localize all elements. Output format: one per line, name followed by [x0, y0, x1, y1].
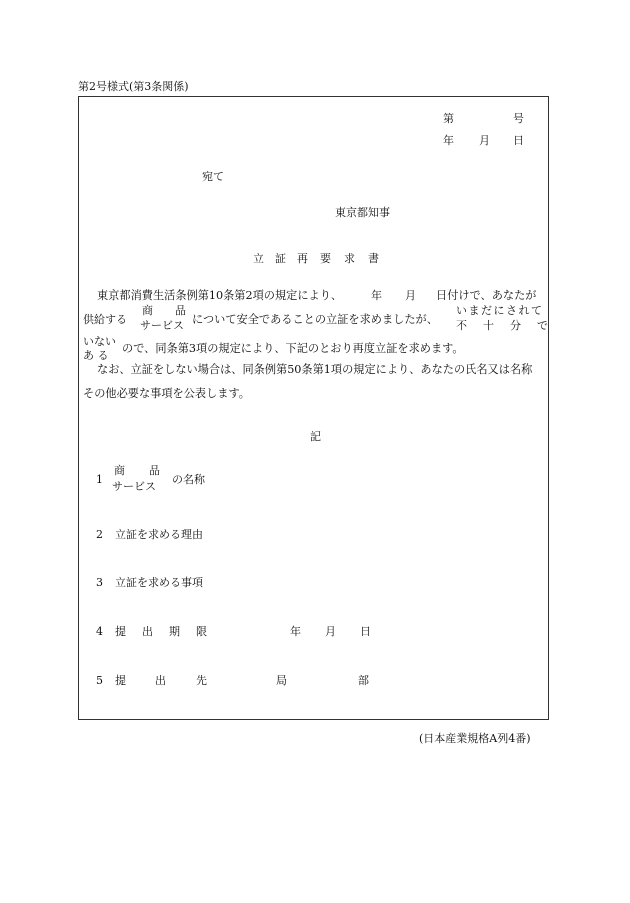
date-month: 月 [479, 134, 490, 147]
title-char: 書 [368, 252, 379, 265]
title-char: 立 [253, 252, 264, 265]
addressee-suffix: 宛て [202, 170, 224, 183]
shohin-top-char: 品 [175, 304, 186, 317]
item3-number: 3 [96, 576, 103, 589]
body-line3: ので、同条第3項の規定により、下記のとおり再度立証を求めます。 [122, 342, 464, 355]
item4-month: 月 [325, 625, 336, 638]
form-label: 第2号様式(第3条関係) [78, 80, 189, 93]
title-char: 証 [275, 252, 286, 265]
item4-label-char: 出 [142, 625, 153, 638]
item4-label-char: 期 [169, 625, 180, 638]
paper-size-note: (日本産業規格A列4番) [419, 732, 531, 745]
body-line1-b: 日付けで、あなたが [436, 289, 537, 302]
body-line5: その他必要な事項を公表します。 [83, 387, 250, 400]
item3-label: 立証を求める事項 [115, 576, 203, 589]
title-char: 再 [297, 252, 308, 265]
ki-heading: 記 [310, 430, 321, 443]
body-line2-b: について安全であることの立証を求めましたが、 [192, 313, 438, 326]
item5-number: 5 [96, 674, 103, 687]
item1-suffix: の名称 [172, 473, 205, 486]
item1-bottom: サービス [112, 480, 156, 493]
body-line1-a: 東京都消費生活条例第10条第2項の規定により、 [97, 289, 343, 302]
item4-year: 年 [290, 625, 301, 638]
alt2-bottom: あ る [83, 349, 109, 362]
item4-label-char: 限 [196, 625, 207, 638]
alt2-top: いない [83, 335, 116, 348]
number-dai: 第 [443, 112, 454, 125]
item4-day: 日 [360, 625, 371, 638]
item4-label-char: 提 [115, 625, 126, 638]
date-day: 日 [513, 134, 524, 147]
alt-bottom-char: で [537, 319, 548, 332]
item1-number: 1 [96, 473, 103, 486]
item5-kyoku: 局 [276, 674, 287, 687]
body-line2-a: 供給する [83, 313, 127, 326]
shohin-bottom: サービス [140, 319, 184, 332]
item1-top-char: 商 [114, 464, 125, 477]
item5-label-char: 提 [115, 674, 126, 687]
alt-bottom-char: 十 [483, 319, 494, 332]
shohin-top-char: 商 [142, 304, 153, 317]
body-line1-year: 年 [371, 289, 382, 302]
item5-label-char: 先 [196, 674, 207, 687]
item1-top-char: 品 [149, 464, 160, 477]
alt-bottom-char: 不 [456, 319, 467, 332]
body-line1-month: 月 [405, 289, 416, 302]
alt-bottom-char: 分 [510, 319, 521, 332]
item2-label: 立証を求める理由 [115, 528, 203, 541]
title-char: 求 [344, 252, 355, 265]
item2-number: 2 [96, 528, 103, 541]
alt-top: いまだにされて [456, 304, 544, 317]
title-char: 要 [320, 252, 331, 265]
item4-number: 4 [96, 625, 103, 638]
date-year: 年 [443, 134, 454, 147]
body-line4: なお、立証をしない場合は、同条例第50条第1項の規定により、あなたの氏名又は名称 [97, 363, 533, 376]
number-go: 号 [513, 112, 524, 125]
item5-label-char: 出 [155, 674, 166, 687]
item5-bu: 部 [358, 674, 369, 687]
issuer: 東京都知事 [335, 206, 390, 219]
